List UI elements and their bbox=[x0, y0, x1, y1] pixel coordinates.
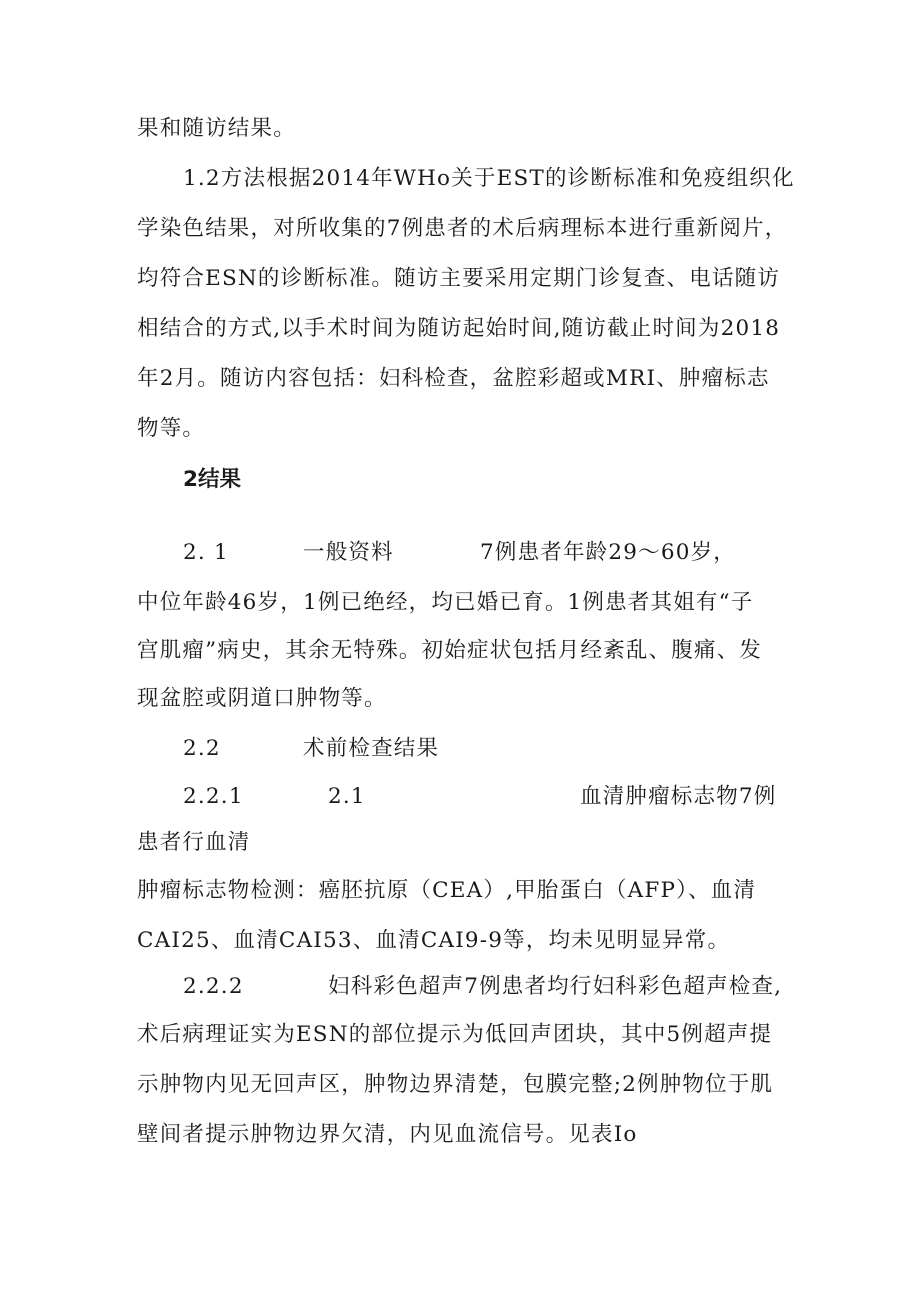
paragraph-line: 物等。 bbox=[137, 416, 206, 441]
paragraph-line: 1.2方法根据2014年WHo关于EST的诊断标准和免疫组织化 bbox=[183, 166, 795, 191]
section-lead-text: 妇科彩色超声7例患者均行妇科彩色超声检查, bbox=[328, 974, 783, 999]
section-title: 一般资料 bbox=[303, 540, 394, 565]
paragraph-line: 宫肌瘤”病史，其余无特殊。初始症状包括月经紊乱、腹痛、发 bbox=[137, 638, 763, 663]
section-lead-text: 血清肿瘤标志物7例 bbox=[580, 784, 777, 809]
paragraph-line: CAI25、血清CAI53、血清CAI9-9等，均未见明显异常。 bbox=[137, 928, 731, 953]
paragraph-line: 壁间者提示肿物边界欠清，内见血流信号。见表Io bbox=[137, 1122, 638, 1147]
section-reference: 2.1 bbox=[328, 784, 366, 809]
paragraph-line: 肿瘤标志物检测：癌胚抗原（CEA）,甲胎蛋白（AFP）、血清 bbox=[137, 878, 757, 903]
section-title: 术前检查结果 bbox=[303, 736, 440, 761]
section-number: 2.2.2 bbox=[183, 974, 244, 999]
section-heading: 2结果 bbox=[183, 467, 241, 492]
paragraph-line: 果和随访结果。 bbox=[137, 116, 296, 141]
section-number: 2.2 bbox=[183, 736, 221, 761]
paragraph-line: 患者行血清 bbox=[137, 830, 251, 855]
section-number: 2. 1 bbox=[183, 540, 229, 565]
paragraph-line: 现盆腔或阴道口肿物等。 bbox=[137, 686, 387, 711]
section-number: 2.2.1 bbox=[183, 784, 244, 809]
paragraph-line: 均符合ESN的诊断标准。随访主要采用定期门诊复查、电话随访 bbox=[137, 266, 781, 291]
paragraph-line: 相结合的方式,以手术时间为随访起始时间,随访截止时间为2018 bbox=[137, 316, 781, 341]
paragraph-line: 年2月。随访内容包括：妇科检查，盆腔彩超或MRI、肿瘤标志 bbox=[137, 366, 770, 391]
paragraph-line: 中位年龄46岁，1例已绝经，均已婚已育。1例患者其姐有“子 bbox=[137, 590, 754, 615]
paragraph-line: 术后病理证实为ESN的部位提示为低回声团块，其中5例超声提 bbox=[137, 1022, 773, 1047]
paragraph-line: 示肿物内见无回声区，肿物边界清楚，包膜完整;2例肿物位于肌 bbox=[137, 1072, 774, 1097]
paragraph-line: 学染色结果，对所收集的7例患者的术后病理标本进行重新阅片， bbox=[137, 216, 788, 241]
section-lead-text: 7例患者年龄29～60岁， bbox=[480, 540, 736, 565]
